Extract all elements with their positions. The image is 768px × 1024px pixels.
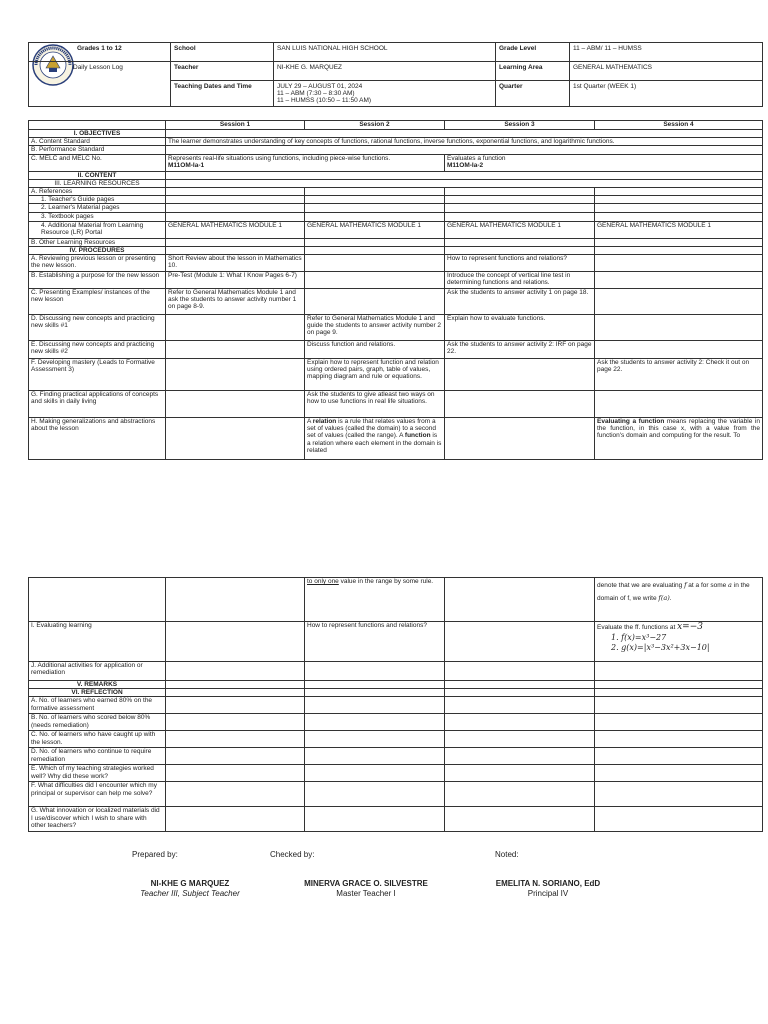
melc-s3-text: Evaluates a function xyxy=(447,154,506,162)
row-refl-e: E. Which of my teaching strategies worked well? Why did these work? xyxy=(29,765,166,782)
proc-f-s4: Ask the students to answer activity 2: Check it out on page 22. xyxy=(595,359,763,391)
proc-e-s2: Discuss function and relations. xyxy=(305,341,445,359)
row-references: A. References xyxy=(29,188,166,196)
proc-b-s1: Pre-Test (Module 1: What I Know Pages 6-7) xyxy=(166,272,305,289)
melc-s1-text: Represents real-life situations using functions, including piece-wise functions. xyxy=(168,154,391,162)
school-label: School xyxy=(171,43,274,62)
eval-item-2: 2. g(x)=|x³−3x²+3x−10| xyxy=(611,643,710,652)
eval-item-1: 1. f(x)=x³−27 xyxy=(611,633,667,642)
row-tb-pages: 3. Textbook pages xyxy=(29,213,166,221)
grade-level-label: Grade Level xyxy=(496,43,570,62)
section-learning-resources: III. LEARNING RESOURCES xyxy=(29,179,166,187)
quarter-label: Quarter xyxy=(496,81,570,107)
function-term: function xyxy=(404,432,431,440)
proc-e-s3: Ask the students to answer activity 2: IRF on page 22. xyxy=(445,341,595,359)
proc-a-s1: Short Review about the lesson in Mathematics 10. xyxy=(166,255,305,272)
session-2-header: Session 2 xyxy=(305,121,445,130)
prepared-role: Teacher III, Subject Teacher xyxy=(140,889,240,898)
row-tg-pages: 1. Teacher's Guide pages xyxy=(29,196,166,204)
prepared-name: NI-KHE G MARQUEZ xyxy=(150,879,230,888)
melc-s3 xyxy=(445,154,763,171)
prepared-signatory xyxy=(110,879,270,899)
row-additional-material: 4. Additional Material from Learning Resource (LR) Portal xyxy=(29,221,166,238)
section-objectives: I. OBJECTIVES xyxy=(29,130,166,138)
proc-g-s2: Ask the students to give atleast two ways on how to use functions in real life situations. xyxy=(305,391,445,418)
row-refl-g: G. What innovation or localized materials did I use/discover which I wish to share with other teachers? xyxy=(29,807,166,832)
row-performance-standard: B. Performance Standard xyxy=(29,146,166,154)
row-refl-c: C. No. of learners who have caught up with the lesson. xyxy=(29,731,166,748)
learning-area-label: Learning Area xyxy=(496,62,570,81)
row-proc-b: B. Establishing a purpose for the new lesson xyxy=(29,272,166,289)
proc-h-s2: A relation is a rule that relates values from a set of values (called the domain) to a second set of values (called the range). A function is a relation where each element in the domain is related xyxy=(305,418,445,460)
eval-s2: How to represent functions and relations? xyxy=(305,622,445,662)
row-other-resources: B. Other Learning Resources xyxy=(29,238,166,246)
noted-role: Principal IV xyxy=(527,889,569,898)
section-procedures: IV. PROCEDURES xyxy=(29,246,166,254)
quarter-value: 1st Quarter (WEEK 1) xyxy=(570,81,763,107)
proc-d-s2: Refer to General Mathematics Module 1 and guide the students to answer activity number 2 on page 9. xyxy=(305,315,445,341)
module-s3: GENERAL MATHEMATICS MODULE 1 xyxy=(445,221,595,238)
dates-line-2: 11 – ABM (7:30 – 8:30 AM) xyxy=(277,90,355,97)
noted-label: Noted: xyxy=(495,850,519,859)
grades-cell xyxy=(29,43,171,62)
row-proc-g: G. Finding practical applications of concepts and skills in daily living xyxy=(29,391,166,418)
checked-name: MINERVA GRACE O. SILVESTRE xyxy=(304,879,428,888)
section-content: II. CONTENT xyxy=(29,171,166,179)
grades-label: Grades 1 to 12 xyxy=(77,45,122,52)
row-refl-d: D. No. of learners who continue to require remediation xyxy=(29,748,166,765)
seal-cell xyxy=(29,81,171,107)
melc-s3-code: M11OM-Ia-2 xyxy=(447,161,484,169)
section-reflection: VI. REFLECTION xyxy=(29,689,166,697)
proc-b-s3: Introduce the concept of vertical line test in determining functions and relations. xyxy=(445,272,595,289)
dates-line-3: 11 – HUMSS (10:50 – 11:50 AM) xyxy=(277,97,372,104)
session-3-header: Session 3 xyxy=(445,121,595,130)
eval-s4: Evaluate the ff. functions at x=−3 1. f(x)=x³−27 2. g(x)=|x³−3x²+3x−10| xyxy=(595,622,763,662)
evaluating-function-term: Evaluating a function xyxy=(597,418,665,426)
noted-name: EMELITA N. SORIANO, EdD xyxy=(495,879,601,888)
lesson-table-page-2 xyxy=(28,577,763,832)
grade-level-value: 11 – ABM/ 11 – HUMSS xyxy=(570,43,763,62)
row-additional-activities: J. Additional activities for application or remediation xyxy=(29,662,166,681)
row-refl-b: B. No. of learners who scored below 80% (needs remediation) xyxy=(29,714,166,731)
dates-value xyxy=(274,81,496,107)
melc-s1-code: M11OM-Ia-1 xyxy=(168,161,205,169)
prepared-by-label: Prepared by: xyxy=(132,850,178,859)
row-lm-pages: 2. Learner's Material pages xyxy=(29,204,166,213)
checked-role: Master Teacher I xyxy=(336,889,396,898)
row-proc-d: D. Discussing new concepts and practicing new skills #1 xyxy=(29,315,166,341)
log-title: Daily Lesson Log xyxy=(73,64,123,71)
proc-h-s4: Evaluating a function means replacing the variable in the function, in this case x, with a value from the function's domain and computing for the result. To xyxy=(595,418,763,460)
learning-area-value: GENERAL MATHEMATICS xyxy=(570,62,763,81)
melc-s1 xyxy=(166,154,445,171)
proc-h-s4-cont: denote that we are evaluating f at a for some a in the domain of f, we write f(a). xyxy=(595,578,763,622)
session-1-header: Session 1 xyxy=(166,121,305,130)
proc-a-s3: How to represent functions and relations? xyxy=(445,255,595,272)
module-s4: GENERAL MATHEMATICS MODULE 1 xyxy=(595,221,763,238)
proc-f-s2: Explain how to represent function and relation using ordered pairs, graph, table of values, mapping diagram and rule or equations. xyxy=(305,359,445,391)
dates-label: Teaching Dates and Time xyxy=(171,81,274,107)
row-proc-f: F. Developing mastery (Leads to Formative Assessment 3) xyxy=(29,359,166,391)
proc-c-s1: Refer to General Mathematics Module 1 and ask the students to answer activity number 1 on page 8-9. xyxy=(166,289,305,315)
lesson-table-page-1 xyxy=(28,120,763,460)
checked-signatory xyxy=(286,879,446,899)
row-refl-a: A. No. of learners who earned 80% on the formative assessment xyxy=(29,697,166,714)
log-title-cell xyxy=(29,62,171,81)
proc-c-s3: Ask the students to answer activity 1 on page 18. xyxy=(445,289,595,315)
checked-by-label: Checked by: xyxy=(270,850,315,859)
proc-d-s3: Explain how to evaluate functions. xyxy=(445,315,595,341)
proc-h-s2-cont: to only one value in the range by some rule. xyxy=(305,578,445,622)
school-value: SAN LUIS NATIONAL HIGH SCHOOL xyxy=(274,43,496,62)
row-evaluating: I. Evaluating learning xyxy=(29,622,166,662)
module-s2: GENERAL MATHEMATICS MODULE 1 xyxy=(305,221,445,238)
row-proc-h: H. Making generalizations and abstractions about the lesson xyxy=(29,418,166,460)
relation-term: relation xyxy=(312,418,337,426)
row-proc-a: A. Reviewing previous lesson or presenting the new lesson. xyxy=(29,255,166,272)
row-proc-e: E. Discussing new concepts and practicing new skills #2 xyxy=(29,341,166,359)
section-remarks: V. REMARKS xyxy=(29,681,166,689)
module-s1: GENERAL MATHEMATICS MODULE 1 xyxy=(166,221,305,238)
header-table xyxy=(28,42,763,107)
teacher-label: Teacher xyxy=(171,62,274,81)
row-content-standard: A. Content Standard xyxy=(29,138,166,146)
noted-signatory xyxy=(468,879,628,899)
row-proc-c: C. Presenting Examples/ instances of the new lesson xyxy=(29,289,166,315)
row-refl-f: F. What difficulties did I encounter which my principal or supervisor can help me solve? xyxy=(29,782,166,807)
teacher-value: NI-KHE G. MARQUEZ xyxy=(274,62,496,81)
session-4-header: Session 4 xyxy=(595,121,763,130)
content-standard-text: The learner demonstrates understanding of key concepts of functions, rational functions, inverse functions, exponential functions, and logarithmic functions. xyxy=(166,138,763,146)
dates-line-1: JULY 29 – AUGUST 01, 2024 xyxy=(277,83,363,90)
row-melc: C. MELC and MELC No. xyxy=(29,154,166,171)
